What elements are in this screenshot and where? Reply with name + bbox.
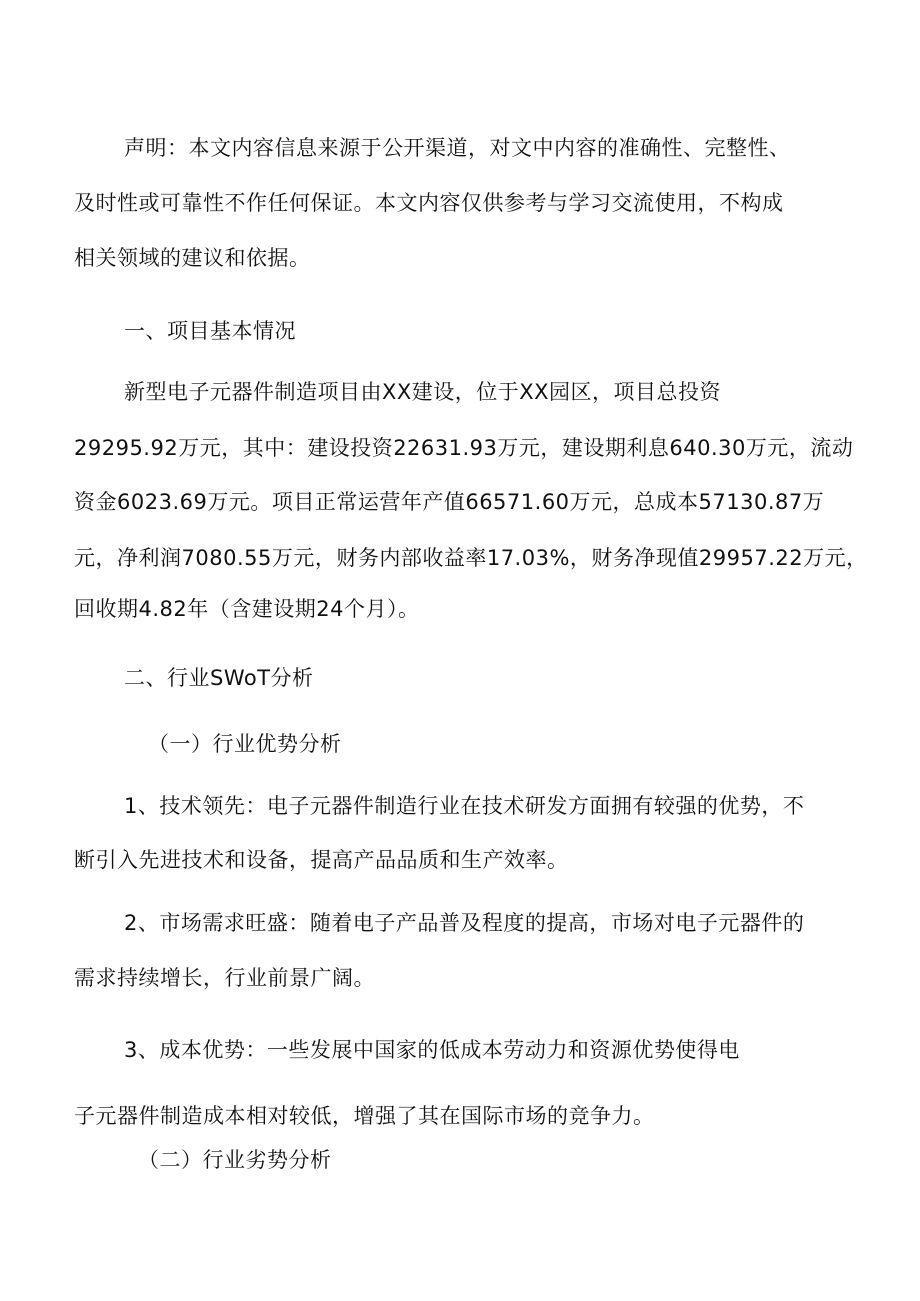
section-1-heading: 一、项目基本情况 <box>124 319 296 343</box>
disclaimer-line-2: 及时性或可靠性不作任何保证。本文内容仅供参考与学习交流使用，不构成 <box>74 191 784 215</box>
project-paragraph-line-2: 29295.92万元，其中：建设投资22631.93万元，建设期利息640.30万元，流动 <box>74 436 854 460</box>
strength-item-2-line-2: 需求持续增长，行业前景广阔。 <box>74 966 375 990</box>
project-paragraph-line-4: 元，净利润7080.55万元，财务内部收益率17.03%，财务净现值29957.22万元， <box>74 546 868 570</box>
strength-item-2-line-1: 2、市场需求旺盛：随着电子产品普及程度的提高，市场对电子元器件的 <box>124 911 805 935</box>
section-2-heading: 二、行业SWoT分析 <box>124 666 314 690</box>
disclaimer-line-1: 声明：本文内容信息来源于公开渠道，对文中内容的准确性、完整性、 <box>124 136 791 160</box>
project-paragraph-line-3: 资金6023.69万元。项目正常运营年产值66571.60万元，总成本57130.87万 <box>74 490 825 514</box>
strength-item-1-line-1: 1、技术领先：电子元器件制造行业在技术研发方面拥有较强的优势，不 <box>124 794 805 818</box>
strength-item-3-line-2: 子元器件制造成本相对较低，增强了其在国际市场的竞争力。 <box>74 1104 655 1128</box>
subsection-weaknesses-heading: （二）行业劣势分析 <box>138 1148 332 1172</box>
strength-item-1-line-2: 断引入先进技术和设备，提高产品品质和生产效率。 <box>74 848 569 872</box>
project-paragraph-line-5: 回收期4.82年（含建设期24个月）。 <box>74 597 420 621</box>
strength-item-3-line-1: 3、成本优势：一些发展中国家的低成本劳动力和资源优势使得电 <box>124 1038 740 1062</box>
subsection-strengths-heading: （一）行业优势分析 <box>148 732 342 756</box>
disclaimer-line-3: 相关领域的建议和依据。 <box>74 246 311 270</box>
project-paragraph-line-1: 新型电子元器件制造项目由XX建设，位于XX园区，项目总投资 <box>124 380 722 404</box>
